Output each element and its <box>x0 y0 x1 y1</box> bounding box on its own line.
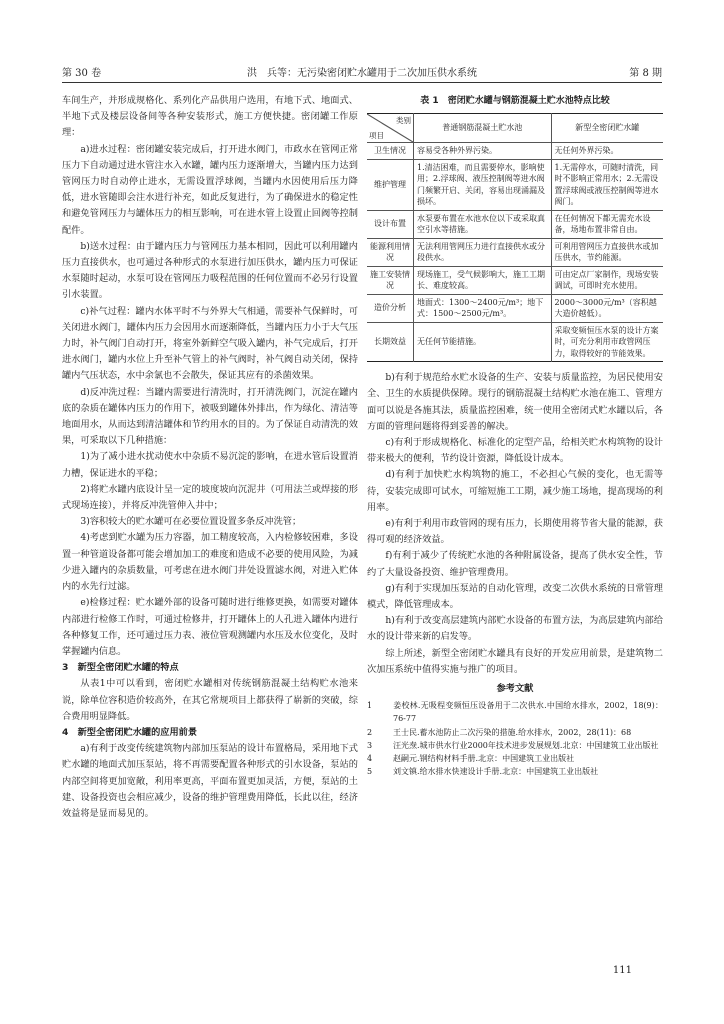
row-header: 设计布置 <box>367 210 414 238</box>
reference-text: 刘文镇.给水排水快速设计手册.北京：中国建筑工业出版社 <box>393 767 599 777</box>
table-cell: 无法利用管网压力进行直接供水或分段供水。 <box>414 238 552 266</box>
table-cell: 在任何情况下都无需充水设备，场地布置非常自由。 <box>551 210 663 238</box>
table-cell: 1.无需停水，可随时清洗，同时不影响正常用水；2.无需设置浮球阀或液压控制阀等进水阀门。 <box>551 159 663 210</box>
paragraph: 综上所述，新型全密闭贮水罐具有良好的开发应用前景，是建筑物二次加压系统中值得实施与推广的项目。 <box>367 647 663 675</box>
reference-item <box>367 739 663 752</box>
paragraph: 2)将贮水罐内底设计呈一定的坡度坡向沉泥井（可用法兰或焊接的形式现场连接），并将反冲洗管伸入井中； <box>62 483 358 512</box>
paragraph: f)有利于减少了传统贮水池的各种附属设备，提高了供水安全性，节约了大量设备投资、维护管理费用。 <box>367 550 663 578</box>
paragraph: 从表1中可以看到，密闭贮水罐相对传统钢筋混凝土结构贮水池来说，除单位容积造价较高外，在其它常规项目上都获得了崭新的突破，综合费用明显降低。 <box>62 678 358 722</box>
table-row <box>367 159 663 210</box>
paragraph: e)有利于利用市政管网的现有压力，长期使用将节省大量的能源，获得可观的经济效益。 <box>367 518 663 546</box>
reference-number: 3 <box>367 740 373 750</box>
reference-number: 4 <box>367 754 373 764</box>
reference-text: 汪光焘.城市供水行业2000年技术进步发展规划.北京：中国建筑工业出版社 <box>393 740 659 750</box>
paragraph: h)有利于改变高层建筑内部贮水设备的布置方法，为高层建筑内部给水的设计带来新的启发等。 <box>367 615 663 643</box>
column-header: 新型全密闭贮水罐 <box>551 114 663 143</box>
table-row <box>367 238 663 266</box>
volume-label: 第 30 卷 <box>62 68 102 79</box>
paragraph: b)送水过程：由于罐内压力与管网压力基本相同，因此可以利用罐内压力直接供水，也可通过各种形式的水泵进行加压供水，罐内压力可保证水泵随时起动，水泵可设在管网压力吸程范围的任何位置而不必另行设置引水装置。 <box>62 240 358 301</box>
table-cell: 采取变频恒压水泵的设计方案时，可充分利用市政管网压力，取得较好的节能效果。 <box>551 322 663 362</box>
table-cell: 地面式：1300～2400元/m³；地下式：1500～2500元/m³。 <box>414 294 552 322</box>
table-caption: 表 1 密闭贮水罐与钢筋混凝土贮水池特点比较 <box>420 96 610 106</box>
corner-bottom-label: 项目 <box>369 130 384 140</box>
table-cell: 容易受各种外界污染。 <box>414 143 552 160</box>
reference-item <box>367 752 663 765</box>
paragraph: a)有利于改变传统建筑物内部加压泵站的设计布置格局，采用地下式贮水罐的地面式加压泵站，将不再需要配置各种形式的引水设备，泵站的内部空间将更加宽敞，利用率更高，平面布置更加灵活，方便，泵站的土建、设备投资也会相应减少，设备的维护管理费用降低，长此以往，经济效益将是显而易见的。 <box>62 743 358 819</box>
comparison-table <box>367 113 663 362</box>
header-rule <box>62 82 662 83</box>
table-row <box>367 210 663 238</box>
references-heading: 参考文献 <box>496 683 534 695</box>
paragraph: d)有利于加快贮水构筑物的施工，不必担心气候的变化，也无需等待，安装完成即可试水，可缩短施工工期，减少施工场地，提高现场的利用率。 <box>367 469 663 513</box>
reference-text: 王士民.蓄水池防止二次污染的措施.给水排水，2002，28(11)：68 <box>393 727 632 737</box>
table-header-row <box>367 114 663 143</box>
paragraph: c)补气过程：罐内水体平时不与外界大气相通，需要补气保鲜时，可关闭进水阀门，罐体内压力会因用水而逐渐降低，当罐内压力小于大气压力时，补气阀门自动打开，将室外新鲜空气吸入罐内，补气完成后，打开进水阀门，罐内水位上升至补气管上的补气阀时，补气阀自动关闭，保持罐内气压状态，水中余氯也不会散失，保证其应有的杀菌效果。 <box>62 305 358 382</box>
paragraph: g)有利于实现加压泵站的自动化管理，改变二次供水系统的日常管理模式，降低管理成本。 <box>367 582 663 611</box>
table-row <box>367 322 663 362</box>
table-row <box>367 294 663 322</box>
table-row <box>367 266 663 294</box>
column-header: 普通钢筋混凝土贮水池 <box>414 114 552 143</box>
issue-label: 第 8 期 <box>629 68 662 79</box>
paragraph: e)检修过程：贮水罐外部的设备可随时进行维修更换，如需要对罐体内部进行检修工作时，可通过检修井，打开罐体上的人孔进入罐体内进行各种修复工作，还可通过压力表、液位管观测罐内水压及水位变化，及时掌握罐内信息。 <box>62 597 358 657</box>
table-cell: 可由定点厂家制作，现场安装调试，可即时充水使用。 <box>551 266 663 294</box>
table-cell: 无任何外界污染。 <box>551 143 663 160</box>
table-cell: 2000～3000元/m³（容积越大造价越低）。 <box>551 294 663 322</box>
right-column <box>367 93 663 778</box>
paragraph: a)进水过程：密闭罐安装完成后，打开进水阀门，市政水在管网正常压力下自动通过进水管注水入水罐，罐内压力逐渐增大，当罐内压力达到管网压力时自动停止进水，无需设置浮球阀，当罐内水因使用后压力降低，进水管随即会注水进行补充，如此反复进行，为了确保进水的稳定性和避免管网压力与罐体压力的相互影响，可在进水管上设置止回阀等控制配件。 <box>62 143 358 236</box>
reference-number: 5 <box>367 767 373 777</box>
row-header: 造价分析 <box>367 294 414 322</box>
reference-text: 姜校林.无吸程变频恒压设备用于二次供水.中国给水排水，2002，18(9)：76-77 <box>393 701 663 724</box>
corner-top-label: 类别 <box>396 116 411 126</box>
reference-item <box>367 765 663 778</box>
table-cell: 现场施工，受气候影响大，施工工期长、难度较高。 <box>414 266 552 294</box>
row-header: 能源利用情况 <box>367 238 414 266</box>
reference-item <box>367 726 663 739</box>
reference-number: 1 <box>367 701 373 711</box>
paragraph: 3)容积较大的贮水罐可在必要位置设置多条反冲洗管； <box>80 516 302 528</box>
row-header: 维护管理 <box>367 159 414 210</box>
section-heading: 3 新型全密闭贮水罐的特点 <box>62 662 179 674</box>
reference-text: 赵嗣元.钢结构材料手册.北京：中国建筑工业出版社 <box>393 754 575 764</box>
left-column <box>62 93 358 822</box>
table-row <box>367 143 663 160</box>
table-cell: 可利用管网压力直接供水或加压供水，节约能源。 <box>551 238 663 266</box>
row-header: 施工安装情况 <box>367 266 414 294</box>
page-number: 111 <box>612 965 632 976</box>
paragraph: 4)考虑到贮水罐为压力容器，加工精度较高，入内检修较困难，多设置一种管道设备都可能会增加加工的难度和造成不必要的使用风险，为减少进入罐内的杂质数量，可考虑在进水阀门井处设置滤水阀，对进入贮体内的水先行过滤。 <box>62 532 358 593</box>
paragraph: c)有利于形成规格化、标准化的定型产品，给相关贮水构筑物的设计带来极大的便利，节约设计资源，降低设计成本。 <box>367 437 663 465</box>
paragraph: b)有利于规范给水贮水设备的生产、安装与质量监控，为居民使用安全、卫生的水质提供保障。现行的钢筋混凝土结构贮水池在施工、管理方面可以说是各施其法，质量监控困难，统一使用全密闭式贮水罐以后，各方面的管理问题将得到妥善的解决。 <box>367 372 663 432</box>
section-heading: 4 新型全密闭贮水罐的应用前景 <box>62 726 198 738</box>
paragraph: 1)为了减小进水扰动使水中杂质不易沉淀的影响，在进水管后设置消力槽，保证进水的平稳； <box>62 451 358 479</box>
reference-number: 2 <box>367 727 373 737</box>
running-header <box>62 64 662 82</box>
table-cell: 无任何节能措施。 <box>414 322 552 362</box>
table-cell: 水泵要布置在水池水位以下或采取真空引水等措施。 <box>414 210 552 238</box>
paragraph: 车间生产，并形成规格化、系列化产品供用户选用，有地下式、地面式、半地下式及楼层设备间等各种安装形式，施工方便快捷。密闭罐工作原理： <box>62 95 358 139</box>
table-cell: 1.清洁困难，而且需要停水，影响使用；2.浮球阀、液压控制阀等进水阀门频繁开启、关闭，容易出现涌漏及损坏。 <box>414 159 552 210</box>
paragraph: d)反冲洗过程：当罐内需要进行清洗时，打开清洗阀门，沉淀在罐内底的杂质在罐体内压力的作用下，被吸到罐体外排出，作为绿化、清洁等地面用水，从而达到清洁罐体和节约用水的目的。为了保证自动清洗的效果，可采取以下几种措施： <box>62 386 358 447</box>
table-corner-cell <box>367 114 414 143</box>
running-title: 洪 兵等：无污染密闭贮水罐用于二次加压供水系统 <box>247 68 477 79</box>
row-header: 卫生情况 <box>367 143 414 160</box>
row-header: 长期效益 <box>367 322 414 362</box>
reference-item <box>367 699 663 725</box>
